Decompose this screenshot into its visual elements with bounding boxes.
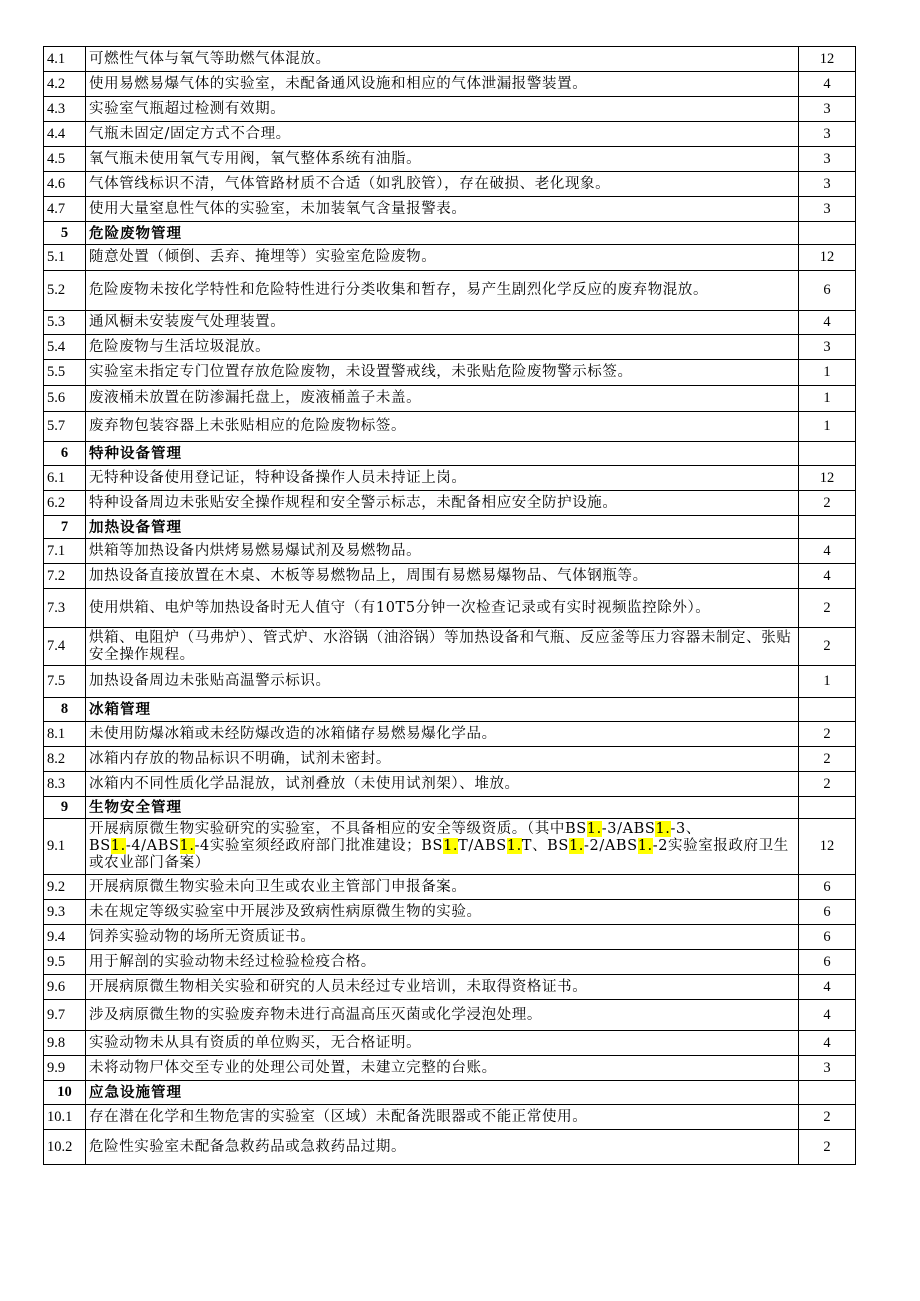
item-description: 通风橱未安装废气处理装置。 xyxy=(86,311,799,335)
section-number: 5 xyxy=(44,222,86,245)
item-description: 氧气瓶未使用氧气专用阀，氧气整体系统有油脂。 xyxy=(86,147,799,172)
table-row xyxy=(44,360,856,386)
table-row xyxy=(44,386,856,412)
item-score: 4 xyxy=(799,975,856,1000)
item-score: 1 xyxy=(799,666,856,698)
section-title: 危险废物管理 xyxy=(86,222,799,245)
item-score: 4 xyxy=(799,1031,856,1056)
table-row xyxy=(44,1031,856,1056)
table-row xyxy=(44,1056,856,1081)
item-number: 7.4 xyxy=(44,628,86,666)
item-description: 气体管线标识不清，气体管路材质不合适（如乳胶管），存在破损、老化现象。 xyxy=(86,172,799,197)
highlight-mark: 1. xyxy=(637,838,653,854)
item-number: 9.7 xyxy=(44,1000,86,1031)
item-description: 实验室未指定专门位置存放危险废物，未设置警戒线，未张贴危险废物警示标签。 xyxy=(86,360,799,386)
item-score: 6 xyxy=(799,950,856,975)
item-score: 4 xyxy=(799,539,856,564)
item-score: 1 xyxy=(799,412,856,442)
item-number: 4.7 xyxy=(44,197,86,222)
section-header xyxy=(44,1081,856,1105)
item-score: 3 xyxy=(799,1056,856,1081)
item-number: 5.7 xyxy=(44,412,86,442)
section-score-cell xyxy=(799,1081,856,1105)
item-number: 4.5 xyxy=(44,147,86,172)
item-description: 未在规定等级实验室中开展涉及致病性病原微生物的实验。 xyxy=(86,900,799,925)
item-number: 5.2 xyxy=(44,271,86,311)
item-score: 2 xyxy=(799,628,856,666)
item-description: 气瓶未固定/固定方式不合理。 xyxy=(86,122,799,147)
item-score: 3 xyxy=(799,197,856,222)
item-description: 使用易燃易爆气体的实验室，未配备通风设施和相应的气体泄漏报警装置。 xyxy=(86,72,799,97)
item-number: 9.6 xyxy=(44,975,86,1000)
table-row xyxy=(44,900,856,925)
table-row xyxy=(44,72,856,97)
section-title: 生物安全管理 xyxy=(86,797,799,819)
item-description: 开展病原微生物实验研究的实验室，不具备相应的安全等级资质。（其中BS1.-3/ABS1.-3、BS1.-4/ABS1.-4实验室须经政府部门批准建设；BS1.T/ABS1.T、BS1.-2/ABS1.-2实验室报政府卫生或农业部门备案） xyxy=(86,819,799,875)
item-score: 3 xyxy=(799,172,856,197)
item-number: 10.1 xyxy=(44,1105,86,1130)
highlight-mark: 1. xyxy=(506,838,522,854)
item-number: 9.9 xyxy=(44,1056,86,1081)
table-row xyxy=(44,539,856,564)
table-row xyxy=(44,271,856,311)
item-score: 4 xyxy=(799,311,856,335)
item-description: 冰箱内存放的物品标识不明确，试剂未密封。 xyxy=(86,747,799,772)
item-number: 9.1 xyxy=(44,819,86,875)
item-description: 加热设备周边未张贴高温警示标识。 xyxy=(86,666,799,698)
item-score: 2 xyxy=(799,1130,856,1165)
item-score: 2 xyxy=(799,589,856,628)
item-number: 5.4 xyxy=(44,335,86,360)
item-score: 12 xyxy=(799,819,856,875)
table-row xyxy=(44,628,856,666)
item-score: 2 xyxy=(799,722,856,747)
table-row xyxy=(44,722,856,747)
table-row xyxy=(44,1000,856,1031)
table-row xyxy=(44,747,856,772)
item-number: 4.4 xyxy=(44,122,86,147)
item-number: 9.3 xyxy=(44,900,86,925)
item-description: 随意处置（倾倒、丢弃、掩埋等）实验室危险废物。 xyxy=(86,245,799,271)
item-score: 12 xyxy=(799,47,856,72)
table-row xyxy=(44,172,856,197)
item-score: 4 xyxy=(799,564,856,589)
item-description: 用于解剖的实验动物未经过检验检疫合格。 xyxy=(86,950,799,975)
item-description: 无特种设备使用登记证，特种设备操作人员未持证上岗。 xyxy=(86,466,799,491)
table-row xyxy=(44,122,856,147)
item-description: 废液桶未放置在防渗漏托盘上，废液桶盖子未盖。 xyxy=(86,386,799,412)
item-number: 6.2 xyxy=(44,491,86,516)
item-score: 4 xyxy=(799,1000,856,1031)
item-score: 4 xyxy=(799,72,856,97)
table-row xyxy=(44,819,856,875)
item-number: 7.5 xyxy=(44,666,86,698)
table-row xyxy=(44,412,856,442)
item-number: 5.3 xyxy=(44,311,86,335)
item-description: 开展病原微生物相关实验和研究的人员未经过专业培训，未取得资格证书。 xyxy=(86,975,799,1000)
item-number: 9.8 xyxy=(44,1031,86,1056)
item-description: 危险废物未按化学特性和危险特性进行分类收集和暂存，易产生剧烈化学反应的废弃物混放。 xyxy=(86,271,799,311)
item-number: 9.5 xyxy=(44,950,86,975)
item-number: 7.2 xyxy=(44,564,86,589)
item-description: 可燃性气体与氧气等助燃气体混放。 xyxy=(86,47,799,72)
item-number: 4.6 xyxy=(44,172,86,197)
section-number: 7 xyxy=(44,516,86,539)
section-header xyxy=(44,516,856,539)
item-score: 3 xyxy=(799,122,856,147)
table-row xyxy=(44,772,856,797)
item-description: 开展病原微生物实验未向卫生或农业主管部门申报备案。 xyxy=(86,875,799,900)
section-score-cell xyxy=(799,797,856,819)
item-description: 涉及病原微生物的实验废弃物未进行高温高压灭菌或化学浸泡处理。 xyxy=(86,1000,799,1031)
table-row xyxy=(44,666,856,698)
section-header xyxy=(44,442,856,466)
table-row xyxy=(44,47,856,72)
highlight-mark: 1. xyxy=(179,838,195,854)
highlight-mark: 1. xyxy=(443,838,459,854)
item-number: 9.2 xyxy=(44,875,86,900)
item-description: 使用烘箱、电炉等加热设备时无人值守（有10T5分钟一次检查记录或有实时视频监控除外）。 xyxy=(86,589,799,628)
item-number: 5.6 xyxy=(44,386,86,412)
item-number: 8.3 xyxy=(44,772,86,797)
item-number: 7.1 xyxy=(44,539,86,564)
section-score-cell xyxy=(799,222,856,245)
table-row xyxy=(44,1130,856,1165)
section-score-cell xyxy=(799,698,856,722)
section-number: 6 xyxy=(44,442,86,466)
section-number: 10 xyxy=(44,1081,86,1105)
section-score-cell xyxy=(799,516,856,539)
item-description: 使用大量窒息性气体的实验室，未加装氧气含量报警表。 xyxy=(86,197,799,222)
section-header xyxy=(44,797,856,819)
table-row xyxy=(44,950,856,975)
item-description: 烘箱等加热设备内烘烤易燃易爆试剂及易燃物品。 xyxy=(86,539,799,564)
table-row xyxy=(44,875,856,900)
table-row xyxy=(44,589,856,628)
item-score: 6 xyxy=(799,900,856,925)
highlight-mark: 1. xyxy=(655,821,671,837)
item-number: 4.3 xyxy=(44,97,86,122)
item-score: 2 xyxy=(799,1105,856,1130)
table-row xyxy=(44,564,856,589)
section-title: 冰箱管理 xyxy=(86,698,799,722)
item-description: 存在潜在化学和生物危害的实验室（区域）未配备洗眼器或不能正常使用。 xyxy=(86,1105,799,1130)
item-number: 8.2 xyxy=(44,747,86,772)
section-title: 应急设施管理 xyxy=(86,1081,799,1105)
section-title: 特种设备管理 xyxy=(86,442,799,466)
item-score: 2 xyxy=(799,747,856,772)
item-score: 1 xyxy=(799,386,856,412)
item-description: 烘箱、电阻炉（马弗炉）、管式炉、水浴锅（油浴锅）等加热设备和气瓶、反应釜等压力容器未制定、张贴安全操作规程。 xyxy=(86,628,799,666)
item-description: 危险性实验室未配备急救药品或急救药品过期。 xyxy=(86,1130,799,1165)
item-description: 危险废物与生活垃圾混放。 xyxy=(86,335,799,360)
item-description: 实验室气瓶超过检测有效期。 xyxy=(86,97,799,122)
item-score: 6 xyxy=(799,875,856,900)
item-description: 特种设备周边未张贴安全操作规程和安全警示标志，未配备相应安全防护设施。 xyxy=(86,491,799,516)
section-number: 8 xyxy=(44,698,86,722)
section-title: 加热设备管理 xyxy=(86,516,799,539)
table-row xyxy=(44,1105,856,1130)
item-number: 10.2 xyxy=(44,1130,86,1165)
item-description: 加热设备直接放置在木桌、木板等易燃物品上，周围有易燃易爆物品、气体钢瓶等。 xyxy=(86,564,799,589)
item-score: 3 xyxy=(799,335,856,360)
table-row xyxy=(44,466,856,491)
item-description: 未使用防爆冰箱或未经防爆改造的冰箱储存易燃易爆化学品。 xyxy=(86,722,799,747)
item-score: 6 xyxy=(799,925,856,950)
section-score-cell xyxy=(799,442,856,466)
item-number: 7.3 xyxy=(44,589,86,628)
table-row xyxy=(44,491,856,516)
item-score: 12 xyxy=(799,245,856,271)
item-score: 3 xyxy=(799,147,856,172)
item-description: 实验动物未从具有资质的单位购买，无合格证明。 xyxy=(86,1031,799,1056)
item-number: 9.4 xyxy=(44,925,86,950)
item-score: 6 xyxy=(799,271,856,311)
item-score: 2 xyxy=(799,491,856,516)
item-number: 4.1 xyxy=(44,47,86,72)
item-description: 饲养实验动物的场所无资质证书。 xyxy=(86,925,799,950)
section-header xyxy=(44,698,856,722)
item-number: 8.1 xyxy=(44,722,86,747)
item-score: 12 xyxy=(799,466,856,491)
table-row xyxy=(44,925,856,950)
table-row xyxy=(44,197,856,222)
highlight-mark: 1. xyxy=(110,838,126,854)
table-row xyxy=(44,975,856,1000)
item-description: 未将动物尸体交至专业的处理公司处置，未建立完整的台账。 xyxy=(86,1056,799,1081)
table-row xyxy=(44,245,856,271)
table-row xyxy=(44,311,856,335)
table-row xyxy=(44,147,856,172)
item-score: 3 xyxy=(799,97,856,122)
item-number: 6.1 xyxy=(44,466,86,491)
inspection-table xyxy=(43,46,856,1165)
item-score: 2 xyxy=(799,772,856,797)
section-header xyxy=(44,222,856,245)
highlight-mark: 1. xyxy=(586,821,602,837)
item-description: 废弃物包装容器上未张贴相应的危险废物标签。 xyxy=(86,412,799,442)
table-row xyxy=(44,97,856,122)
section-number: 9 xyxy=(44,797,86,819)
item-number: 5.1 xyxy=(44,245,86,271)
item-description: 冰箱内不同性质化学品混放，试剂叠放（未使用试剂架）、堆放。 xyxy=(86,772,799,797)
highlight-mark: 1. xyxy=(568,838,585,854)
item-number: 5.5 xyxy=(44,360,86,386)
item-score: 1 xyxy=(799,360,856,386)
table-row xyxy=(44,335,856,360)
item-number: 4.2 xyxy=(44,72,86,97)
